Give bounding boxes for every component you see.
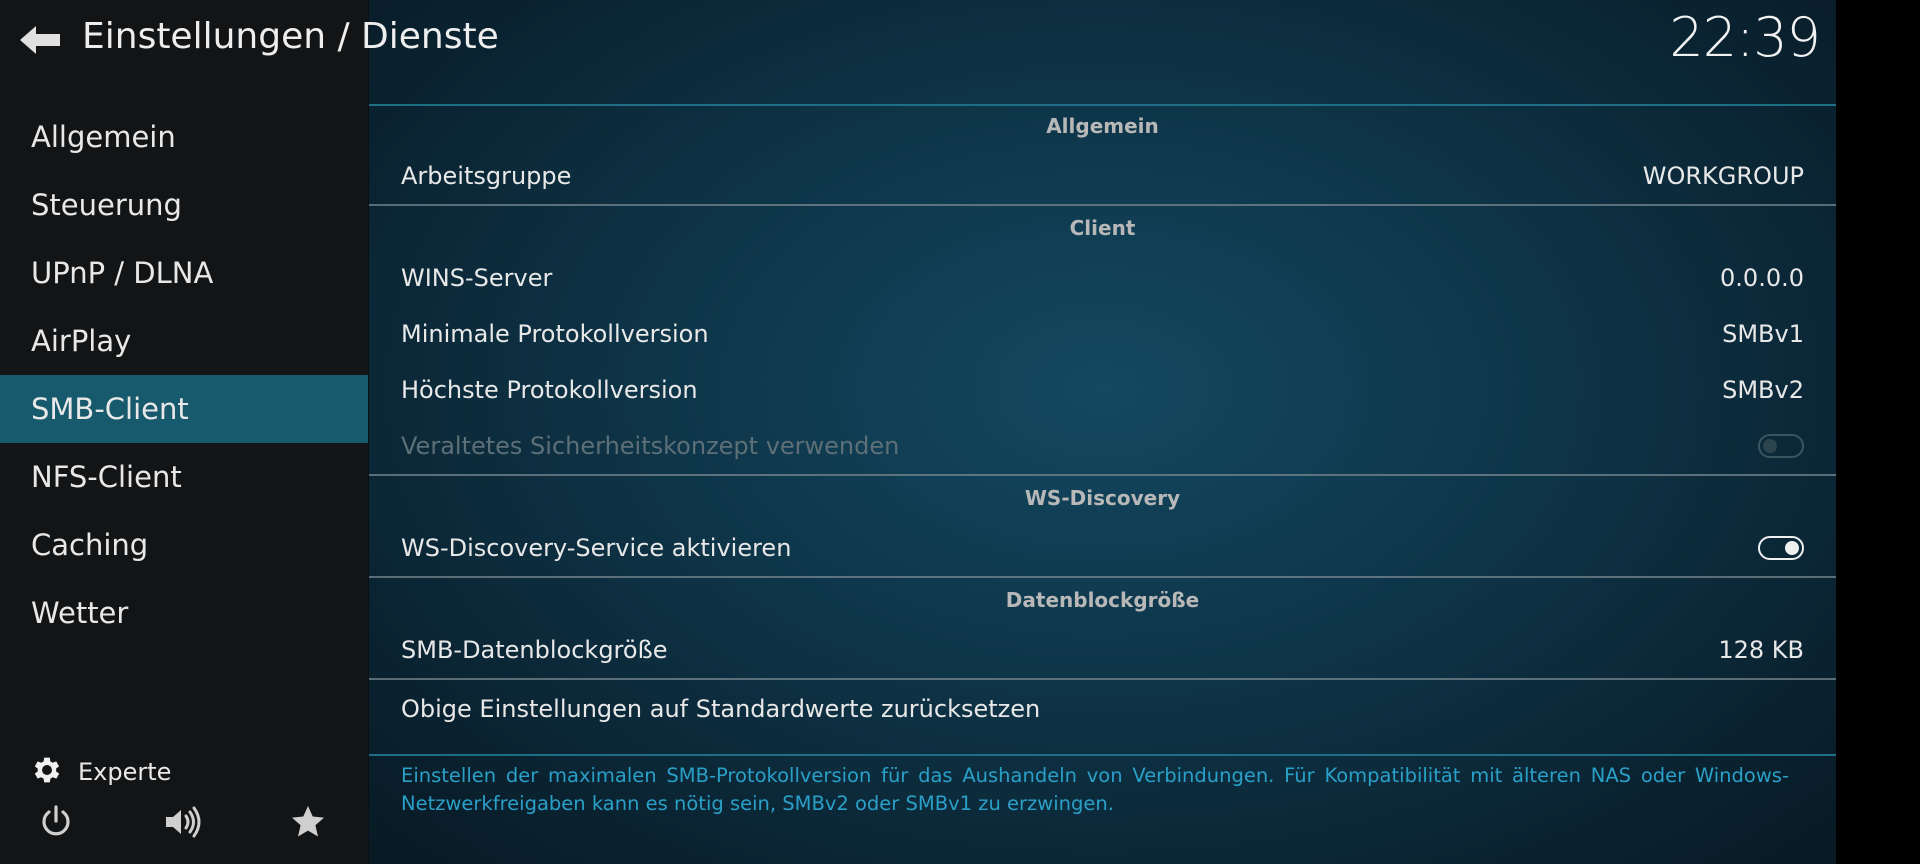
setting-value: SMBv1 (1722, 320, 1804, 348)
star-icon[interactable] (288, 802, 328, 842)
back-arrow-icon[interactable] (18, 22, 62, 58)
setting-label: Höchste Protokollversion (401, 376, 698, 404)
sidebar-item-smb-client[interactable]: SMB-Client (0, 375, 368, 443)
group-divider (369, 678, 1836, 680)
sidebar-item-upnp-dlna[interactable]: UPnP / DLNA (31, 256, 214, 290)
setting-label: WS-Discovery-Service aktivieren (401, 534, 792, 562)
setting-label: Minimale Protokollversion (401, 320, 709, 348)
setting-smb-chunk-size[interactable] (369, 622, 1836, 678)
clock: 22:39 (1669, 6, 1820, 69)
setting-legacy-security (369, 418, 1836, 474)
setting-value: SMBv2 (1722, 376, 1804, 404)
group-header-datenblock: Datenblockgröße (1005, 588, 1200, 612)
group-header-ws-discovery: WS-Discovery (1024, 486, 1181, 510)
screen-edge (1836, 0, 1920, 864)
sidebar-item-allgemein[interactable]: Allgemein (31, 120, 176, 154)
setting-description: Einstellen der maximalen SMB-Protokollversion für das Aushandeln von Verbindungen. Für Kompatibilität mit älteren NAS oder Windows-Netzwerkfreigaben kann es nötig sein, SMBv2 oder SMBv1 zu erzwingen. (401, 764, 1789, 815)
settings-list (369, 104, 1836, 738)
group-header-allgemein: Allgemein (1046, 114, 1159, 138)
toggle-knob (1785, 541, 1799, 555)
group-divider (369, 576, 1836, 578)
setting-label: Arbeitsgruppe (401, 162, 572, 190)
ws-discovery-toggle[interactable] (1758, 536, 1804, 560)
reset-label: Obige Einstellungen auf Standardwerte zurücksetzen (401, 695, 1041, 723)
toggle-knob (1763, 439, 1777, 453)
setting-min-protocol[interactable] (369, 306, 1836, 362)
description-divider (369, 754, 1836, 756)
setting-max-protocol[interactable] (369, 362, 1836, 418)
page-title: Einstellungen / Dienste (82, 16, 499, 57)
sidebar-item-caching[interactable]: Caching (31, 528, 149, 562)
setting-ws-discovery-service[interactable] (369, 520, 1836, 576)
category-list (0, 103, 368, 647)
sidebar-item-airplay[interactable]: AirPlay (31, 324, 132, 358)
group-divider (369, 474, 1836, 476)
sidebar-item-steuerung[interactable]: Steuerung (31, 188, 182, 222)
reset-defaults-button[interactable] (369, 680, 1836, 738)
setting-arbeitsgruppe[interactable] (369, 148, 1836, 204)
gear-icon (30, 753, 64, 791)
setting-label: Veraltetes Sicherheitskonzept verwenden (401, 432, 900, 460)
group-header-client: Client (1069, 216, 1136, 240)
settings-level-button[interactable] (30, 752, 171, 792)
sidebar-item-nfs-client[interactable]: NFS-Client (31, 460, 182, 494)
power-icon[interactable] (36, 802, 76, 842)
sidebar-item-wetter[interactable]: Wetter (31, 596, 129, 630)
group-divider (369, 204, 1836, 206)
settings-level-label: Experte (78, 758, 172, 786)
volume-icon[interactable] (162, 802, 202, 842)
legacy-security-toggle (1758, 434, 1804, 458)
setting-label: SMB-Datenblockgröße (401, 636, 668, 664)
setting-label: WINS-Server (401, 264, 553, 292)
setting-wins-server[interactable] (369, 250, 1836, 306)
setting-value: WORKGROUP (1642, 162, 1804, 190)
setting-value: 128 KB (1718, 636, 1804, 664)
setting-value: 0.0.0.0 (1720, 264, 1804, 292)
